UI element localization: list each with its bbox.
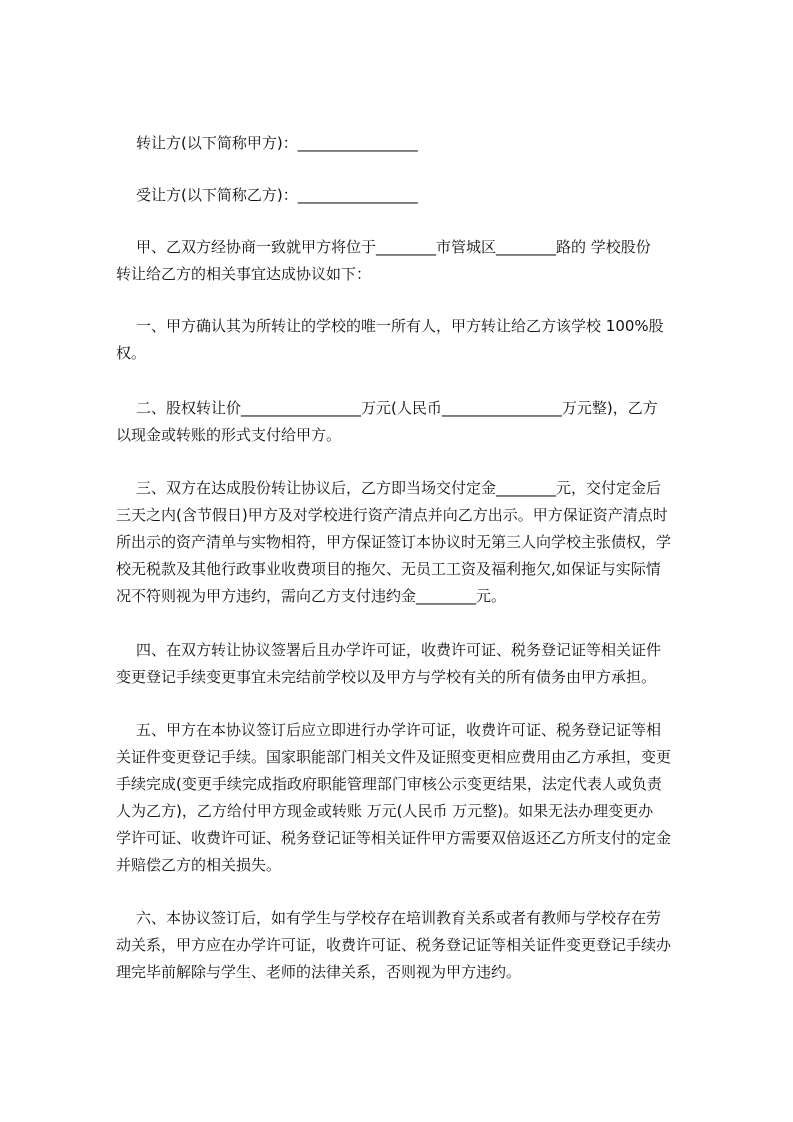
intro-line-2: 转让给乙方的相关事宜达成协议如下： bbox=[116, 265, 372, 283]
clause3-line-1: 三、双方在达成股份转让协议后，乙方即当场交付定金________元，交付定金后 bbox=[136, 479, 662, 497]
clause5-line-2: 关证件变更登记手续。国家职能部门相关文件及证照变更相应费用由乙方承担，变更 bbox=[116, 748, 672, 766]
transferee-line: 受让方(以下简称乙方)：________________ bbox=[136, 186, 418, 204]
clause5-line-1: 五、甲方在本协议签订后应立即进行办学许可证，收费许可证、税务登记证等相 bbox=[136, 721, 662, 739]
clause6-line-2: 动关系，甲方应在办学许可证，收费许可证、税务登记证等相关证件变更登记手续办 bbox=[116, 936, 672, 954]
clause5-line-3: 手续完成(变更手续完成指政府职能管理部门审核公示变更结果，法定代表人或负责 bbox=[116, 775, 662, 793]
clause3-line-4: 校无税款及其他行政事业收费项目的拖欠、无员工工资及福利拖欠,如保证与实际情 bbox=[116, 560, 661, 578]
clause3-line-5: 况不符则视为甲方违约，需向乙方支付违约金________元。 bbox=[116, 587, 507, 605]
clause2-line-2: 以现金或转账的形式支付给甲方。 bbox=[116, 426, 342, 444]
clause5-line-6: 并赔偿乙方的相关损失。 bbox=[116, 856, 282, 874]
clause1-line-2: 权。 bbox=[116, 344, 147, 362]
clause6-line-1: 六、本协议签订后，如有学生与学校存在培训教育关系或者有教师与学校存在劳 bbox=[136, 909, 662, 927]
clause6-line-3: 理完毕前解除与学生、老师的法律关系，否则视为甲方违约。 bbox=[116, 963, 522, 981]
clause4-line-1: 四、在双方转让协议签署后且办学许可证，收费许可证、税务登记证等相关证件 bbox=[136, 641, 662, 659]
clause4-line-2: 变更登记手续变更事宜未完结前学校以及甲方与学校有关的所有债务由甲方承担。 bbox=[116, 668, 657, 686]
clause3-line-2: 三天之内(含节假日)甲方及对学校进行资产清点并向乙方出示。甲方保证资产清点时 bbox=[116, 506, 668, 524]
clause1-line-1: 一、甲方确认其为所转让的学校的唯一所有人，甲方转让给乙方该学校 100%股 bbox=[136, 317, 664, 335]
intro-line-1: 甲、乙双方经协商一致就甲方将位于________市管城区________路的 学校股份 bbox=[136, 238, 651, 256]
clause2-line-1: 二、股权转让价________________万元(人民币________________万元整)，乙方 bbox=[136, 399, 658, 417]
clause3-line-3: 所出示的资产清单与实物相符，甲方保证签订本协议时无第三人向学校主张债权，学 bbox=[116, 533, 672, 551]
clause5-line-5: 学许可证、收费许可证、税务登记证等相关证件甲方需要双倍返还乙方所支付的定金 bbox=[116, 829, 672, 847]
transferor-line: 转让方(以下简称甲方)：________________ bbox=[136, 134, 418, 152]
clause5-line-4: 人为乙方)，乙方给付甲方现金或转账 万元(人民币 万元整)。如果无法办理变更办 bbox=[116, 802, 654, 820]
